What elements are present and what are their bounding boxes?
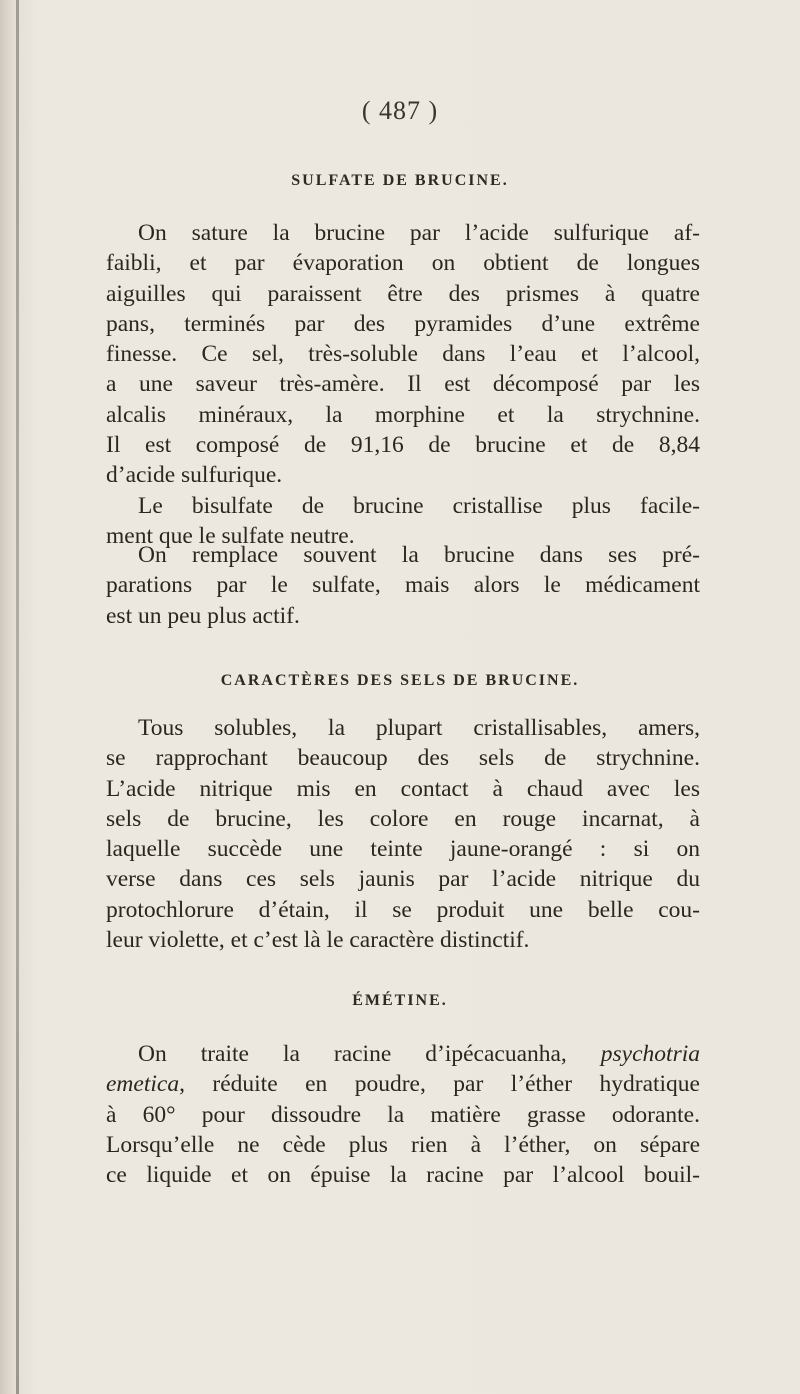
section-title-emetine: ÉMÉTINE. [352,992,448,1009]
text-line: laquelle succède une teinte jaune-orangé : si on [106,836,700,863]
text-line: faibli, et par évaporation on obtient de longues [106,250,700,277]
text-line: Lorsqu’elle ne cède plus rien à l’éther, on sépare [106,1131,700,1158]
paragraph-sulfate-3 [106,540,700,631]
section-title-caracteres: CARACTÈRES DES SELS DE BRUCINE. [220,672,580,689]
text-line: parations par le sulfate, mais alors le médicament [106,572,700,599]
text-line: L’acide nitrique mis en contact à chaud avec les [106,775,700,802]
page-binding-edge [16,0,19,1394]
text-line: d’acide sulfurique. [106,462,283,489]
text-run: , réduite en poudre, par l’éther hydratique [179,1071,700,1098]
section-title-sulfate: SULFATE DE BRUCINE. [291,172,509,189]
text-line: Il est composé de 91,16 de brucine et de 8,84 [106,432,700,459]
text-line: verse dans ces sels jaunis par l’acide nitrique du [106,866,700,893]
text-line: aiguilles qui paraissent être des prismes à quatre [106,280,700,307]
text-run: On traite la racine d’ipécacuanha, [138,1041,601,1067]
paragraph-emetine [106,1039,700,1190]
text-line: ce liquide et on épuise la racine par l’alcool bouil- [106,1162,700,1189]
text-line: protochlorure d’étain, il se produit une belle cou- [106,896,700,923]
italic-term: emetica [106,1071,180,1098]
page-number: ( 487 ) [361,96,439,125]
text-line: a une saveur très-amère. Il est décomposé par les [106,371,700,398]
text-line: finesse. Ce sel, très-soluble dans l’eau et l’alcool, [106,341,700,368]
text-line: se rapprochant beaucoup des sels de strychnine. [106,745,700,772]
text-line: pans, terminés par des pyramides d’une extrême [106,310,700,337]
italic-term: psychotria [600,1041,700,1067]
text-line: On remplace souvent la brucine dans ses pré- [138,542,700,568]
text-line: sels de brucine, les colore en rouge incarnat, à [106,805,700,832]
text-line: leur violette, et c’est là le caractère distinctif. [106,927,530,954]
text-line: à 60° pour dissoudre la matière grasse odorante. [106,1101,700,1128]
paragraph-caracteres [106,713,700,955]
text-line: est un peu plus actif. [106,602,300,629]
paragraph-sulfate-1 [106,218,700,491]
text-line: alcalis minéraux, la morphine et la strychnine. [106,401,700,428]
text-line: On sature la brucine par l’acide sulfurique af- [138,220,700,246]
text-line: Le bisulfate de brucine cristallise plus facile- [138,493,700,519]
text-line [106,1069,700,1099]
text-line: ment que le sulfate neutre. [106,523,355,550]
text-line: Tous solubles, la plupart cristallisables, amers, [138,715,700,741]
text-line [106,1039,700,1069]
